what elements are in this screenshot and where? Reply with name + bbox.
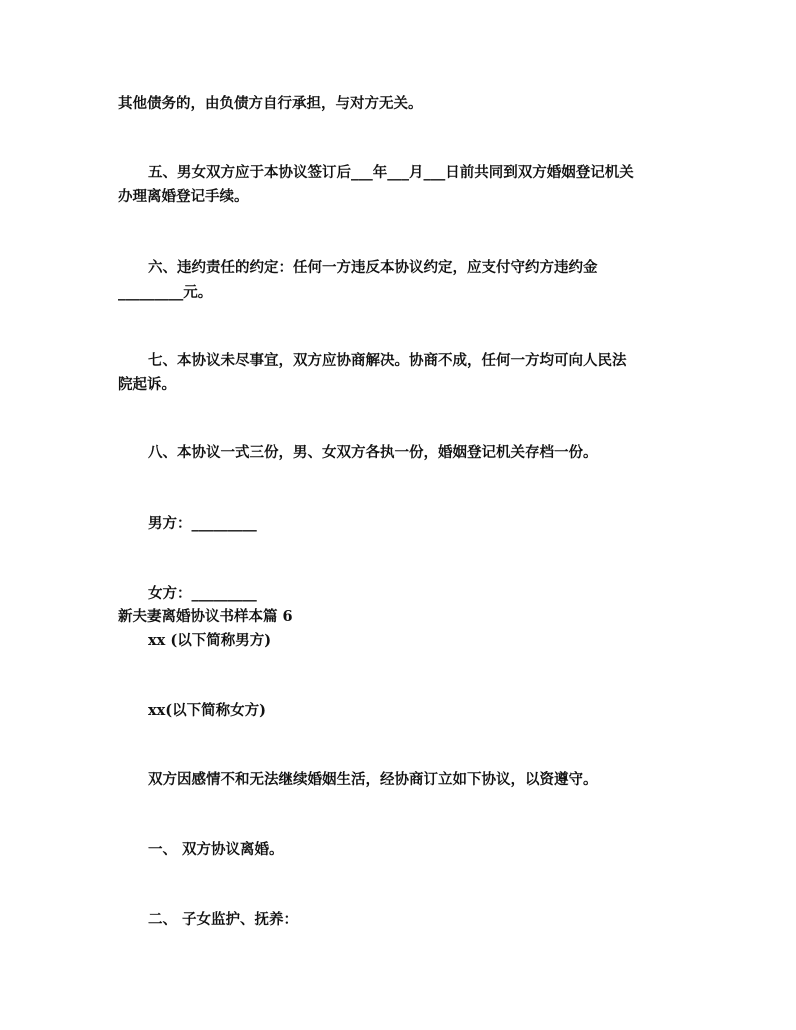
clause-one: 一、 双方协议离婚。 xyxy=(148,841,284,858)
clause-two: 二、 子女监护、抚养： xyxy=(148,911,299,928)
intro-line: 双方因感情不和无法继续婚姻生活，经协商订立如下协议，以资遵守。 xyxy=(148,771,598,788)
clause-six-line: 六、违约责任的约定：任何一方违反本协议约定，应支付守约方违约金 xyxy=(148,259,598,276)
section-title: 新夫妻离婚协议书样本篇 6 xyxy=(118,608,293,625)
clause-six-continuation: _________元。 xyxy=(118,284,213,301)
clause-seven-line: 七、本协议未尽事宜，双方应协商解决。协商不成，任何一方均可向人民法 xyxy=(148,352,627,369)
clause-eight-line: 八、本协议一式三份，男、女双方各执一份，婚姻登记机关存档一份。 xyxy=(148,444,598,461)
party-female: xx(以下简称女方) xyxy=(148,702,267,719)
clause-five-line: 五、男女双方应于本协议签订后___年___月___日前共同到双方婚姻登记机关 xyxy=(148,164,634,181)
clause-five-continuation: 办理离婚登记手续。 xyxy=(118,188,249,205)
signature-female: 女方：_________ xyxy=(148,585,257,602)
party-male: xx (以下简称男方) xyxy=(148,632,272,649)
clause-seven-continuation: 院起诉。 xyxy=(118,376,176,393)
signature-male: 男方：_________ xyxy=(148,515,257,532)
paragraph-line: 其他债务的，由负债方自行承担，与对方无关。 xyxy=(118,95,423,112)
